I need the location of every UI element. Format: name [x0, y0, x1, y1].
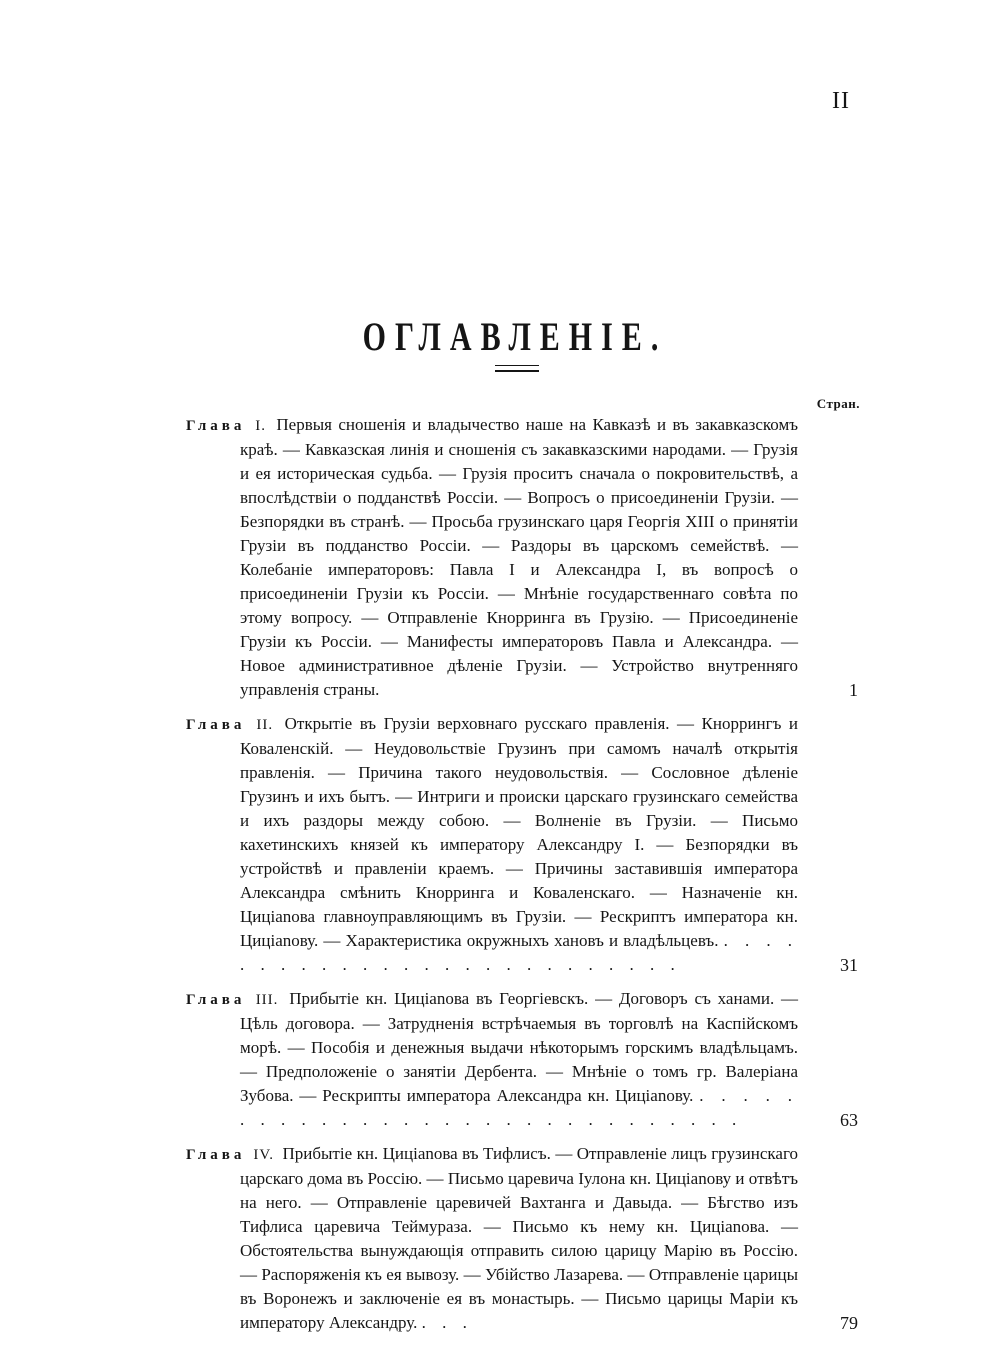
toc-entry-3: [186, 987, 858, 1132]
toc-entry-text: [186, 987, 798, 1132]
toc-page-ref: 31: [840, 955, 858, 975]
toc-entry-text: [186, 413, 798, 702]
dot-leaders: . . . . . . . . . . . . . . . . . . . . . . . . . .: [240, 931, 799, 974]
dot-leaders: . . .: [421, 1313, 473, 1332]
chapter-summary: Открытіе въ Грузіи верховнаго русскаго правленія. — Кноррингъ и Коваленскій. — Неудовольствіе Грузинъ при самомъ началѣ открытія правленія. — Причина такого неудовольствія. — Сословное дѣленіе Грузинъ и ихъ бытъ. — Интриги и происки царскаго грузинскаго семейства и ихъ раздоры между собою. — Волненіе въ Грузіи. — Письмо кахетинскихъ князей къ императору Александру I. — Безпорядки въ устройствѣ и правленіи краемъ. — Причины заставившія императора Александра смѣнить Кнорринга и Коваленскаго. — Назначеніе кн. Цицianова главноуправляющимъ въ Грузіи. — Рескриптъ императора кн. Цицianову. — Характеристика окружныхъ хановъ и владѣльцевъ.: [240, 714, 799, 950]
toc-page-ref: 63: [840, 1110, 858, 1130]
toc-entry-4: [186, 1142, 858, 1335]
page-title: ОГЛАВЛЕНІЕ.: [362, 315, 668, 360]
chapter-summary: Прибытіе кн. Цицianова въ Георгіевскъ. — Договоръ съ ханами. — Цѣль договора. — Затрудненія встрѣчаемыя въ торговлѣ на Каспійскомъ морѣ. — Пособія и денежныя выдачи нѣкоторымъ горскимъ владѣльцамъ. — Предположеніе о занятіи Дербента. — Мнѣніе о томъ гр. Валеріана Зубова. — Рескрипты императора Александра кн. Цицianову.: [240, 989, 799, 1105]
chapter-label: Глава I.: [186, 418, 266, 434]
chapter-number: III.: [255, 992, 279, 1008]
chapter-label: Глава II.: [186, 717, 274, 733]
title-rule: [495, 365, 539, 372]
pages-column-label: Стран.: [816, 396, 860, 411]
toc-entry-text: [186, 712, 798, 977]
toc-entry-2: [186, 712, 858, 977]
chapter-number: IV.: [253, 1147, 274, 1163]
chapter-label: Глава III.: [186, 992, 279, 1008]
table-of-contents: [186, 413, 858, 1345]
toc-entry-1: [186, 413, 858, 702]
chapter-number: I.: [255, 418, 266, 434]
toc-entry-text: [186, 1142, 798, 1335]
page-number: II: [832, 88, 850, 114]
toc-page-ref: 79: [840, 1313, 858, 1333]
chapter-summary: Прибытіе кн. Цицianова въ Тифлисъ. — Отправленіе лицъ грузинскаго царскаго дома въ Россію. — Письмо царевича Іулона кн. Цицianову и отвѣтъ на него. — Отправленіе царевичей Вахтанга и Давыда. — Бѣгство изъ Тифлиса царевича Теймураза. — Письмо къ нему кн. Цицianова. — Обстоятельства вынуждающія отправить силою царицу Марію въ Россію. — Распоряженія къ ея вывозу. — Убійство Лазарева. — Отправленіе царицы въ Воронежъ и заключеніе ея въ монастырь. — Письмо царицы Маріи къ императору Александру.: [240, 1144, 799, 1332]
chapter-label: Глава IV.: [186, 1147, 274, 1163]
dot-leaders: . . . . . . . . . . . . . . . . . . . . . . . . . . . . . .: [240, 1086, 799, 1129]
chapter-summary: Первыя сношенія и владычество наше на Кавказѣ и въ закавказскомъ краѣ. — Кавказская линія и сношенія съ закавказскими народами. — Грузія и ея историческая судьба. — Грузія проситъ сначала о покровительствѣ, а впослѣдствіи о подданствѣ Россіи. — Вопросъ о присоединеніи Грузіи. — Безпорядки въ странѣ. — Просьба грузинскаго царя Георгія XIII о принятіи Грузіи въ подданство Россіи. — Раздоры въ царскомъ семействѣ. — Колебаніе императоровъ: Павла I и Александра I, въ вопросѣ о присоединеніи Грузіи къ Россіи. — Мнѣніе государственнаго совѣта по этому вопросу. — Отправленіе Кнорринга въ Грузію. — Присоединеніе Грузіи къ Россіи. — Манифесты императоровъ Павла и Александра. — Новое административное дѣленіе Грузіи. — Устройство внутренняго управленія страны.: [240, 415, 798, 699]
chapter-number: II.: [256, 717, 274, 733]
toc-page-ref: 1: [849, 680, 858, 700]
